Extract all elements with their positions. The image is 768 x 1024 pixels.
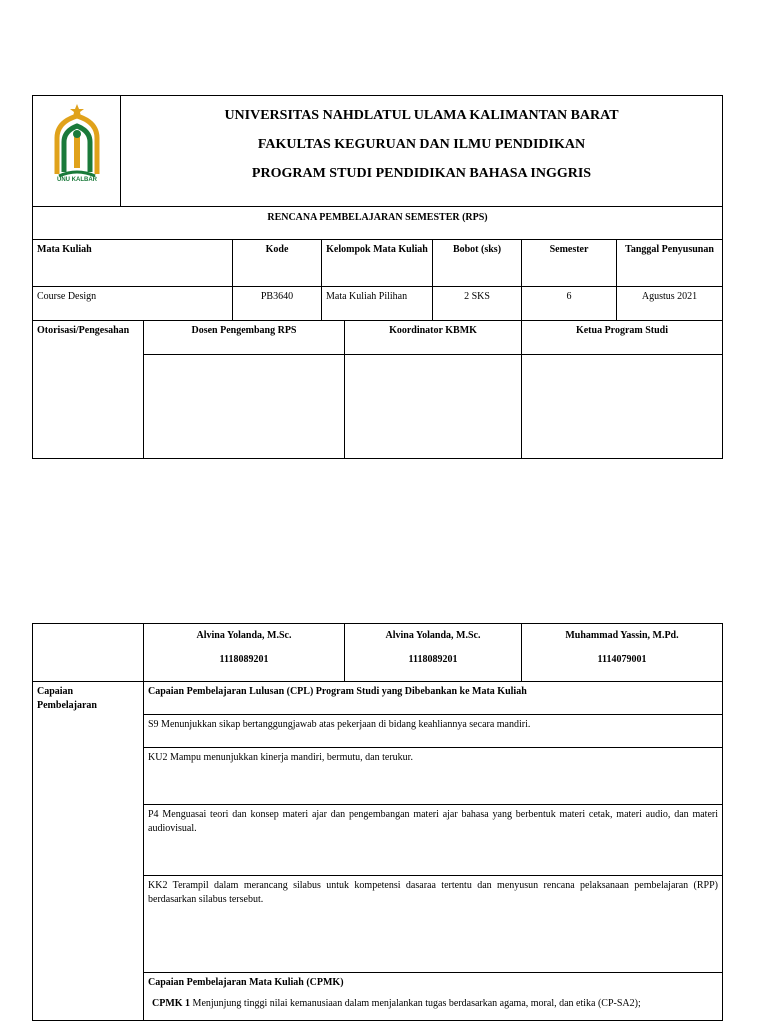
course-header-date: Tanggal Penyusunan	[617, 240, 722, 287]
cpmk-label: CPMK 1	[152, 997, 191, 1009]
title-cell	[121, 96, 722, 207]
signatory-coordinator	[345, 624, 522, 682]
authorization-label: Otorisasi/Pengesahan	[33, 321, 144, 458]
rps-detail-table	[32, 623, 723, 1021]
cpl-item: KU2 Mampu menunjukkan kinerja mandiri, bermutu, dan terukur.	[144, 748, 722, 805]
role-coordinator: Koordinator KBMK	[345, 321, 522, 355]
signatory-name: Alvina Yolanda, M.Sc.	[385, 630, 481, 641]
signature-box-head	[522, 355, 722, 458]
cpmk-text: Menjunjung tinggi nilai kemanusiaan dalam menjalankan tugas berdasarkan agama, moral, dan etika (CP-SA2);	[190, 997, 641, 1009]
signatory-developer	[144, 624, 345, 682]
faculty-name: FAKULTAS KEGURUAN DAN ILMU PENDIDIKAN	[257, 137, 586, 152]
cpmk-heading: Capaian Pembelajaran Mata Kuliah (CPMK)	[148, 977, 344, 988]
signatory-blank-cell	[33, 624, 144, 682]
cpl-item: S9 Menunjukkan sikap bertanggungjawab atas pekerjaan di bidang keahliannya secara mandiri.	[144, 715, 722, 748]
course-group: Mata Kuliah Pilihan	[322, 287, 433, 321]
course-credits: 2 SKS	[433, 287, 522, 321]
cpl-heading: Capaian Pembelajaran Lulusan (CPL) Program Studi yang Dibebankan ke Mata Kuliah	[144, 682, 722, 715]
rps-header-table	[32, 95, 723, 459]
program-name: PROGRAM STUDI PENDIDIKAN BAHASA INGGRIS	[251, 166, 592, 181]
cpmk-item	[148, 997, 718, 1011]
course-header-group: Kelompok Mata Kuliah	[322, 240, 433, 287]
signature-box-coordinator	[345, 355, 522, 458]
signatory-id: 1118089201	[219, 653, 269, 665]
course-header-code: Kode	[233, 240, 322, 287]
course-name: Course Design	[33, 287, 233, 321]
signatory-head	[522, 624, 722, 682]
signatory-name: Alvina Yolanda, M.Sc.	[196, 630, 292, 641]
university-logo-icon	[51, 104, 103, 184]
signatory-name: Muhammad Yassin, M.Pd.	[565, 630, 679, 641]
logo-caption: UNU KALBAR	[57, 177, 97, 183]
logo-cell	[33, 96, 121, 207]
role-head: Ketua Program Studi	[522, 321, 722, 355]
course-date: Agustus 2021	[617, 287, 722, 321]
signatory-id: 1114079001	[597, 653, 647, 665]
role-developer: Dosen Pengembang RPS	[144, 321, 345, 355]
document-title: RENCANA PEMBELAJARAN SEMESTER (RPS)	[33, 207, 722, 240]
cpl-item: KK2 Terampil dalam merancang silabus untuk kompetensi dasaraa tertentu dan menyusun rencana pelaksanaan pembelajaran (RPP) berdasarkan silabus tersebut.	[144, 876, 722, 973]
course-code: PB3640	[233, 287, 322, 321]
course-header-name: Mata Kuliah	[33, 240, 233, 287]
cpmk-section	[144, 973, 722, 1020]
cpl-item: P4 Menguasai teori dan konsep materi ajar dan pengembangan materi ajar bahasa yang berbentuk materi cetak, materi audio, dan materi audiovisual.	[144, 805, 722, 876]
signatory-id: 1118089201	[408, 653, 458, 665]
university-name: UNIVERSITAS NAHDLATUL ULAMA KALIMANTAN BARAT	[224, 108, 619, 123]
course-header-credits: Bobot (sks)	[433, 240, 522, 287]
learning-outcomes-label: Capaian Pembelajaran	[33, 682, 144, 1020]
course-semester: 6	[522, 287, 617, 321]
signature-box-developer	[144, 355, 345, 458]
course-header-semester: Semester	[522, 240, 617, 287]
